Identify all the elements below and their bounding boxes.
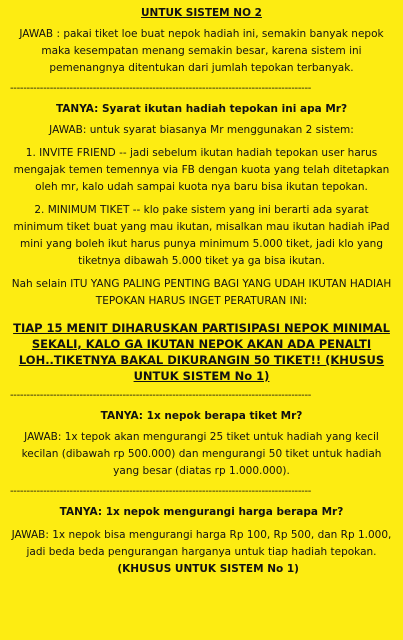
- section-price-reduction: [10, 505, 393, 578]
- section-system-2: [10, 6, 393, 77]
- invite-friend-paragraph: 1. INVITE FRIEND -- jadi sebelum ikutan hadiah tepokan user harus mengajak temen temennya via FB dengan kuota yang telah ditetapkan oleh mr, kalo udah sampai kuota nya baru bisa ikutan tepokan.: [13, 147, 390, 193]
- separator: -------------------------------------------------------------------------------------------: [10, 486, 312, 497]
- separator: -------------------------------------------------------------------------------------------: [10, 83, 312, 94]
- section-ticket-cost: [10, 409, 393, 480]
- separator: -------------------------------------------------------------------------------------------: [10, 390, 312, 401]
- question-text: TANYA: 1x nepok mengurangi harga berapa Mr?: [59, 506, 344, 518]
- rule-highlight: TIAP 15 MENIT DIHARUSKAN PARTISIPASI NEPOK MINIMAL SEKALI, KALO GA IKUTAN NEPOK AKAN ADA PENALTI LOH..TIKETNYA BAKAL DIKURANGIN 50 TIKET!! (KHUSUS UNTUK SISTEM No 1): [13, 321, 390, 383]
- answer-text: JAWAB: untuk syarat biasanya Mr menggunakan 2 sistem:: [49, 124, 354, 136]
- answer-text: JAWAB : pakai tiket loe buat nepok hadiah ini, semakin banyak nepok maka kesempatan menang semakin besar, karena sistem ini pemenangnya ditentukan dari jumlah tepokan terbanyak.: [19, 28, 384, 74]
- section-requirements: [10, 102, 393, 384]
- section-heading: UNTUK SISTEM NO 2: [141, 7, 262, 19]
- question-text: TANYA: Syarat ikutan hadiah tepokan ini apa Mr?: [55, 103, 348, 115]
- minimum-ticket-paragraph: 2. MINIMUM TIKET -- klo pake sistem yang ini berarti ada syarat minimum tiket buat yang mau ikutan, misalkan mau ikutan hadiah iPad mini yang boleh ikut harus punya minimum 5.000 tiket, jadi klo yang tiketnya dibawah 5.000 tiket ya ga bisa ikutan.: [13, 204, 390, 267]
- system-note: (KHUSUS UNTUK SISTEM No 1): [117, 563, 299, 575]
- answer-text: JAWAB: 1x tepok akan mengurangi 25 tiket untuk hadiah yang kecil kecilan (dibawah rp 500.000) dan mengurangi 50 tiket untuk hadiah yang besar (diatas rp 1.000.000).: [21, 431, 382, 477]
- rule-intro-paragraph: Nah selain ITU YANG PALING PENTING BAGI YANG UDAH IKUTAN HADIAH TEPOKAN HARUS INGET PERATURAN INI:: [11, 278, 392, 307]
- answer-body: JAWAB: 1x nepok bisa mengurangi harga Rp 100, Rp 500, dan Rp 1.000, jadi beda beda pengurangan harganya untuk tiap hadiah tepokan.: [11, 529, 392, 558]
- answer-text: [10, 527, 393, 578]
- question-text: TANYA: 1x nepok berapa tiket Mr?: [100, 410, 303, 422]
